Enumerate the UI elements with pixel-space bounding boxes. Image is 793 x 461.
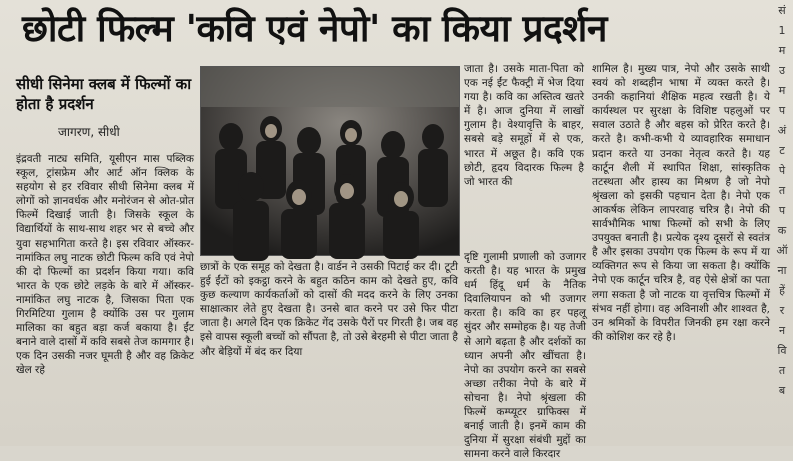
adjacent-column-edge xyxy=(771,0,793,450)
article-column-1: इंद्रवती नाट्य समिति, यूसीएन मास पब्लिक स्कूल, ट्रांसफ्रेम और आर्ट ऑन क्लिक के सहयोग से हर रविवार सीधी सिनेमा क्लब में लोगों को ज्ञानवर्धक और मनोरंजन से ओत-प्रोत फिल्में दिखाई जाती है। जिसके स्कूल के विद्यार्थियों के साथ-साथ शहर भर से बच्चे और युवा सहभागिता करते है। इस रविवार ऑस्कर-नामांकित लघु नाटक छोटी फिल्म कवि एवं नेपो की दो फिल्मों का प्रदर्शन किया गया। कवि भारत के एक छोटे लड़के के बारे में ऑस्कर-नामांकित लघु नाटक है, जिसका पिता एक गिरमिटिया गुलाम है क्योंकि उस पर गुलाम मालिका का बहुत बड़ा कर्ज बकाया है। ईंट बनाने वाले दासों में कवि सबसे तेज कामगार है। एक दिन उसकी नजर घूमती है और वह क्रिकेट खेल रहे xyxy=(16,153,194,377)
edge-letter: प xyxy=(778,204,786,217)
subheading: सीधी सिनेमा क्लब में फिल्मों का होता है प्रदर्शन xyxy=(16,75,192,113)
edge-letter: प xyxy=(778,104,786,117)
edge-letter: हें xyxy=(779,284,785,297)
edge-letter: न xyxy=(778,324,786,337)
edge-letter: म xyxy=(778,44,786,57)
article-column-4: शामिल है। मुख्य पात्र, नेपो और उसके साथी स्वयं को शब्दहीन भाषा में व्यक्त करते है। उनकी कहानियां शैक्षिक महत्व रखती है। ये कार्यस्थल पर सुरक्षा के विशिष्ट पहलुओं पर सवाल उठाते है और बहस को प्रेरित करते है। करते है। कभी-कभी ये व्यावहारिक समाधान प्रदान करते या उनका नेतृत्व करते है। यह कार्टून शैली में स्थापित शिक्षा, सांस्कृतिक तटस्थता और हास्य का मिश्रण है जो नेपो श्रृंखला को इसकी पहचान देता है। नेपो एक आकर्षक लेकिन लापरवाह चरित्र है। नेपो की सार्वभौमिक भाषा फिल्मों को सभी के लिए उपयुक्त बनाती है। प्रत्येक दृश्य दूसरों से स्वतंत्र है और इसका उपयोग एक फिल्म के रूप में या व्यक्तिगत रूप से किया जा सकता है। क्योंकि नेपो एक कार्टून चरित्र है, वह ऐसे क्षेत्रों का पता लगा सकता है जो नाटक या वृत्तचित्र फिल्मों में संभव नहीं होगा। वह अविनाशी और शाश्वत है, उन श्रमिकों के विपरीत जिनकी हम रक्षा करने की कोशिश कर रहे है। xyxy=(592,63,770,343)
edge-letter: ट xyxy=(779,144,785,157)
article-column-3-top: जाता है। उसके माता-पिता को एक नई ईंट फैक्ट्री में भेज दिया गया है। कवि का अस्तित्व खतरे में है। आज दुनिया में लाखों गुलाम है। वेश्यावृत्ति के बाहर, सबसे बड़े समूहों में से एक, भारत में अछूत है। कवि एक छोटी, हृदय विदारक फिल्म है जो भारत की xyxy=(464,63,584,188)
edge-letter: पे xyxy=(778,164,786,177)
audience-photo-image xyxy=(201,67,459,255)
edge-letter: सं xyxy=(778,4,786,17)
edge-letter: त xyxy=(778,364,786,377)
edge-letter: म xyxy=(778,84,786,97)
edge-letter: 1 xyxy=(778,24,786,37)
event-photo xyxy=(200,66,460,256)
edge-letter: ना xyxy=(777,264,787,277)
edge-letter: र xyxy=(779,304,785,317)
edge-letter: वि xyxy=(777,344,787,357)
edge-letter: अं xyxy=(777,124,787,137)
edge-letter: ब xyxy=(778,384,786,397)
article-column-3-bottom: दृष्टि गुलामी प्रणाली को उजागर करती है। यह भारत के प्रमुख धर्म हिंदू धर्म के नैतिक दिवालियापन को भी उजागर करता है। कवि का हर पहलू सुंदर और सम्मोहक है। यह तेजी से आगे बढ़ता है और दर्शकों का ध्यान अपनी और खींचता है। नेपो का उपयोग करने का सबसे अच्छा तरीका नेपो के बारे में सोचना है। नेपो श्रृंखला की फिल्में कम्प्यूटर ग्राफिक्स में बनाई जाती है। इनमें काम की दुनिया में सुरक्षा संबंधी मुद्दों का सामना करने वाले किरदार xyxy=(464,251,586,461)
edge-letter: ऑ xyxy=(776,244,788,257)
edge-letter: त xyxy=(778,184,786,197)
article-column-2: छात्रों के एक समूह को देखता है। वार्डन ने उसकी पिटाई कर दी। टूटी हुई ईंटों को इकट्ठा करने के बहुत कठिन काम को देखते हुए, कवि कुछ कल्याण कार्यकर्ताओं को दासों की मदद करने के लिए उनका साक्षात्कार लेते हुए देखता है। उनसे बात करने पर उसे फिर पीटा जाता है। अगले दिन एक क्रिकेट गेंद उसके पैरों पर गिरती है। जब वह इसे वापस स्कूली बच्चों को सौंपता है, तो उसे बेरहमी से पीटा जाता है और बेड़ियों में बंद कर दिया xyxy=(200,261,458,358)
edge-letter: क xyxy=(777,224,787,237)
edge-letter: उ xyxy=(778,64,786,77)
headline: छोटी फिल्म 'कवि एवं नेपो' का किया प्रदर्शन xyxy=(22,7,607,50)
byline: जागरण, सीधी xyxy=(58,125,120,139)
